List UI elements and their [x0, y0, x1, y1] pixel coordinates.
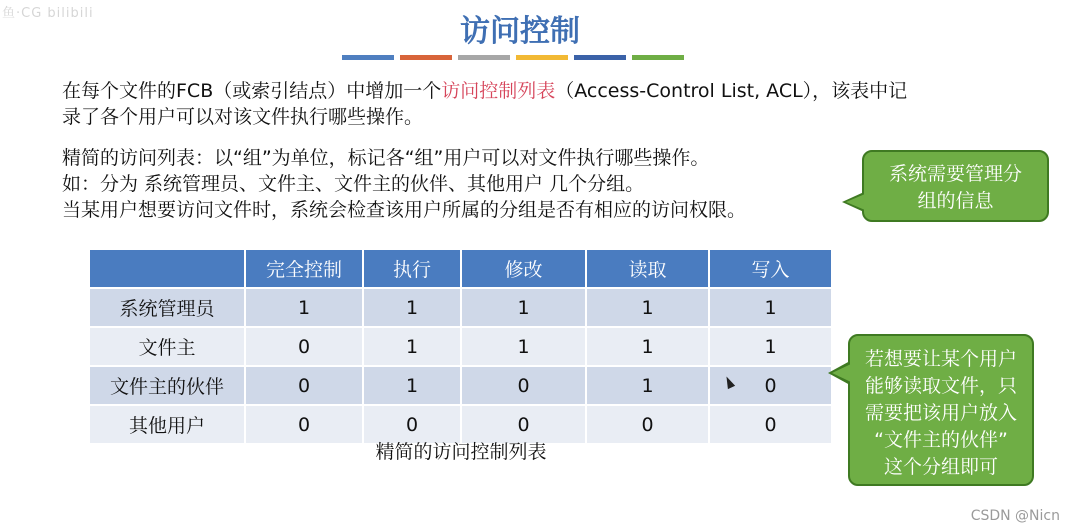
table-cell: 0 [709, 366, 832, 405]
table-cell: 其他用户 [90, 405, 245, 443]
table-cell: 0 [245, 405, 363, 443]
acl-description-paragraph [62, 78, 907, 130]
table-header-cell: 完全控制 [245, 250, 363, 288]
table-header-cell: 读取 [586, 250, 709, 288]
callout-partner-line-4: “文件主的伙伴” [874, 429, 1008, 451]
callout-group-info [862, 150, 1049, 222]
color-bar-segment-2 [400, 55, 452, 60]
callout-partner-line-1: 若想要让某个用户 [864, 348, 1017, 370]
table-cell: 1 [245, 288, 363, 327]
color-bar-segment-5 [574, 55, 626, 60]
table-header-cell [90, 250, 245, 288]
table-cell: 1 [461, 288, 586, 327]
acl-highlight-term: 访问控制列表 [441, 80, 556, 102]
table-header-cell: 修改 [461, 250, 586, 288]
table-cell: 0 [586, 405, 709, 443]
callout-partner-line-2: 能够读取文件，只 [864, 375, 1017, 397]
table-row [90, 366, 832, 405]
color-bar-segment-4 [516, 55, 568, 60]
table-cell: 系统管理员 [90, 288, 245, 327]
video-watermark: 鱼·CG bilibili [2, 6, 94, 21]
table-cell: 1 [363, 288, 461, 327]
table-header-cell: 写入 [709, 250, 832, 288]
callout-partner-line-3: 需要把该用户放入 [864, 402, 1017, 424]
table-cell: 1 [586, 288, 709, 327]
table-cell: 文件主的伙伴 [90, 366, 245, 405]
acl-table [90, 250, 833, 443]
table-cell: 0 [461, 366, 586, 405]
table-cell: 1 [709, 288, 832, 327]
slide-title: 访问控制 [460, 14, 580, 49]
callout-group-info-line-2: 组的信息 [917, 190, 994, 212]
acl-text-before: 在每个文件的FCB（或索引结点）中增加一个 [62, 80, 442, 102]
table-cell: 1 [586, 327, 709, 366]
callout-partner-line-5: 这个分组即可 [883, 456, 998, 478]
table-cell: 0 [245, 366, 363, 405]
callout-group-info-line-1: 系统需要管理分 [888, 163, 1022, 185]
table-row [90, 327, 832, 366]
table-cell: 1 [363, 366, 461, 405]
table-row [90, 288, 832, 327]
title-color-bar [342, 55, 684, 60]
table-cell: 0 [461, 405, 586, 443]
table-cell: 1 [461, 327, 586, 366]
callout-partner-group [848, 334, 1034, 486]
color-bar-segment-6 [632, 55, 684, 60]
table-cell: 1 [586, 366, 709, 405]
table-cell: 0 [245, 327, 363, 366]
acl-description-line-2: 录了各个用户可以对该文件执行哪些操作。 [62, 106, 424, 128]
table-header-cell: 执行 [363, 250, 461, 288]
simplified-acl-line-3: 当某用户想要访问文件时，系统会检查该用户所属的分组是否有相应的访问权限。 [62, 199, 747, 221]
color-bar-segment-3 [458, 55, 510, 60]
simplified-acl-line-2: 如：分为 系统管理员、文件主、文件主的伙伴、其他用户 几个分组。 [62, 173, 645, 195]
acl-description-line-1 [62, 78, 907, 104]
table-header-row [90, 250, 832, 288]
table-caption: 精简的访问控制列表 [375, 441, 547, 463]
simplified-acl-paragraph [62, 145, 746, 223]
color-bar-segment-1 [342, 55, 394, 60]
csdn-watermark: CSDN @Nicn [970, 508, 1060, 524]
table-cell: 文件主 [90, 327, 245, 366]
table-cell: 1 [709, 327, 832, 366]
acl-text-after: （Access-Control List, ACL），该表中记 [555, 80, 908, 102]
simplified-acl-line-1: 精简的访问列表：以“组”为单位，标记各“组”用户可以对文件执行哪些操作。 [62, 147, 710, 169]
table-cell: 0 [363, 405, 461, 443]
table-cell: 1 [363, 327, 461, 366]
table-cell: 0 [709, 405, 832, 443]
